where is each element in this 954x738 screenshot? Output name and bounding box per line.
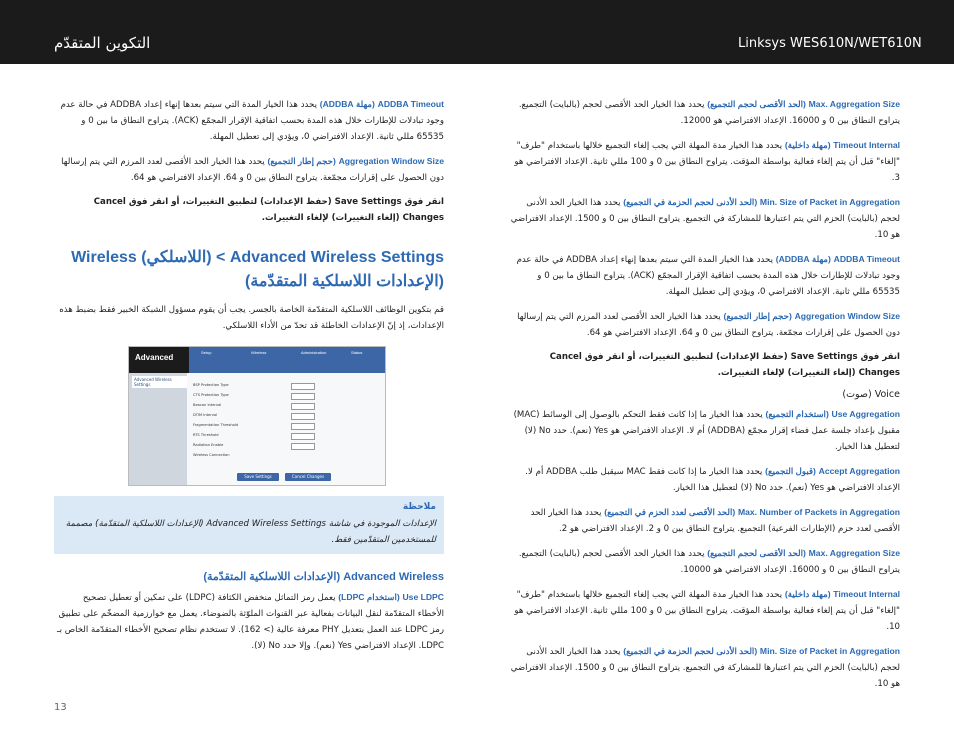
right-item: Aggregation Window Size (حجم إطار التجميع) يحدد هذا الخيار الحد الأقصى لعدد المرزم التي يتم إرسالها دون الحصول على إقرارات مجمّعة. يتراوح النطاق بين 0 و 64. الإعداد الافتراضي هو 64.	[517, 311, 900, 338]
screenshot-tab: Setup	[201, 350, 212, 355]
header-section-title: التكوين المتقدّم	[54, 34, 151, 52]
voice-heading: Voice (صوت)	[842, 389, 900, 400]
screenshot-brand: Advanced	[135, 353, 174, 362]
voice-item: Timeout Internal (مهلة داخلية) يحدد هذا الخيار مدة المهلة التي يجب إلغاء التجميع خلالها باستخدام "طرف" "إلغاء" قبل أن يتم إلغاء فعالية بواسطة المؤقت. يتراوح النطاق بين 0 و 100 مللي ثانية. الإعداد الافتراضي هو 10.	[514, 589, 900, 632]
note-box	[54, 496, 444, 554]
header-product-title: Linksys WES610N/WET610N	[738, 36, 922, 51]
section-title	[54, 246, 444, 294]
screenshot-field	[291, 393, 315, 400]
left-item: انقر فوق Save Settings (حفظ الإعدادات) لتطبيق التغييرات، أو انقر فوق Cancel Changes (إلغاء التغييرات) لإلغاء التغييرات.	[93, 197, 444, 223]
screenshot-tab: Wireless	[251, 350, 267, 355]
left-item: Aggregation Window Size (حجم إطار التجميع) يحدد هذا الخيار الحد الأقصى لعدد المرزم التي يتم إرسالها دون الحصول على إقرارات مجمّعة. يتراوح النطاق بين 0 و 64. الإعداد الافتراضي هو 64.	[61, 156, 444, 183]
screenshot-panel	[187, 373, 385, 485]
section-intro: قم بتكوين الوظائف اللاسلكية المتقدّمة الخاصة بالجسر. يجب أن يقوم مسؤول الشبكة الخبير فقط بضبط هذه الإعدادات، إذ إنّ الإعدادات الخاطئة قد تحدّ من الأداء اللاسلكي.	[59, 305, 444, 331]
screenshot-field	[291, 413, 315, 420]
screenshot-tab: Administration	[301, 350, 327, 355]
screenshot-row-label: CTS Protection Type	[193, 393, 229, 397]
section-title-line1: Advanced Wireless Settings > (اللاسلكي) Wireless	[71, 249, 444, 266]
screenshot-field	[291, 403, 315, 410]
screenshot-row-label: DTIM Interval	[193, 413, 218, 417]
left-item: ADDBA Timeout (مهلة ADDBA) يحدد هذا الخيار المدة التي سيتم بعدها إنهاء إعداد ADDBA في حالة عدم وجود تبادلات للإطارات خلال هذه المدة بحسب اتفاقية الإقرار المجمّع (ACK). يتراوح النطاق ما بين 0 و 65535 مللي ثانية. الإعداد الافتراضي 0، ويؤدي إلى تعطيل المهلة.	[60, 99, 444, 142]
voice-item: Accept Aggregation (قبول التجميع) يحدد هذا الخيار ما إذا كانت فقط MAC سيقبل طلب ADDBA أم لا. الإعداد الافتراضي هو Yes (نعم). حدد No (لا) لتعطيل هذا الخيار.	[525, 466, 900, 493]
screenshot-row-label: Wireless Connection	[193, 453, 230, 457]
voice-item: Max. Aggregation Size (الحد الأقصى لحجم التجميع) يحدد هذا الخيار الحد الأقصى لحجم (بالبايت) التجميع. يتراوح النطاق بين 0 و 16000. الإعداد الافتراضي هو 10000.	[518, 548, 900, 575]
screenshot-field	[291, 443, 315, 450]
screenshot-sidebar	[129, 373, 187, 485]
voice-item: Min. Size of Packet in Aggregation (الحد الأدنى لحجم الحزمة في التجميع) يحدد هذا الخيار الحد الأدنى لحجم (بالبايت) الحزم التي يتم اعتبارها للمشاركة في التجميع. يتراوح النطاق بين 0 و 1500. الإعداد الافتراضي هو 10.	[510, 646, 900, 689]
section-title-line2: (الإعدادات اللاسلكية المتقدّمة)	[245, 273, 444, 290]
left-column	[54, 96, 444, 662]
voice-item: Use Aggregation (استخدام التجميع) يحدد هذا الخيار ما إذا كانت فقط التحكم بالوصول إلى الوسائط (MAC) مقبول بإعداد جلسة عمل فضاء إقرار مجمّع (ADDBA) أم لا. الإعداد الافتراضي هو Yes (نعم). حدد No (لا) لتعطيل هذا الخيار.	[513, 409, 900, 452]
screenshot-field	[291, 383, 315, 390]
right-column	[510, 96, 900, 700]
left-item-ldpc: Use LDPC (استخدام LDPC) يعمل رمز التماثل منخفض الكثافة (LDPC) على تمكين أو تعطيل تصحيح الأخطاء المتقدّمة لنقل البيانات بفعالية عبر القنوات الملوّثة بالضوضاء. يعمل مع خوارزمية المضخّم على تطبيق رمز LDPC عند العمل بتعديل PHY معرفة عالية (> 162). لا تستخدم نظام تصحيح الأخطاء المتقدّمة الخاص بـ LDPC. الإعداد الافتراضي Yes (نعم). وإلا حدد No (لا).	[57, 592, 444, 651]
note-title: ملاحظة	[402, 502, 436, 512]
right-item: ADDBA Timeout (مهلة ADDBA) يحدد هذا الخيار المدة التي سيتم بعدها إنهاء إعداد ADDBA في حالة عدم وجود تبادلات للإطارات خلال هذه المدة بحسب اتفاقية الإقرار المجمّع (ACK). يتراوح النطاق ما بين 0 و 65535 مللي ثانية. الإعداد الافتراضي 0، ويؤدي إلى تعطيل المهلة.	[516, 254, 900, 297]
screenshot-row-label: Beacon Interval	[193, 403, 222, 407]
screenshot-cancel-button: Cancel Changes	[285, 473, 331, 481]
voice-item: Max. Number of Packets in Aggregation (الحد الأقصى لعدد الحزم في التجميع) يحدد هذا الخيار الحد الأقصى لعدد حزم (الإطارات الفرعية) التجميع. يتراوح النطاق بين 0 و 2. الإعداد الافتراضي هو 2.	[530, 507, 900, 534]
screenshot-row-label: BSP Protection Type	[193, 383, 229, 387]
page-header	[0, 0, 954, 64]
page-number: 13	[54, 702, 67, 713]
right-item: Max. Aggregation Size (الحد الأقصى لحجم التجميع) يحدد هذا الخيار الحد الأقصى لحجم (بالبايت) التجميع. يتراوح النطاق بين 0 و 16000. الإعداد الافتراضي هو 12000.	[518, 99, 900, 126]
screenshot-row-label: Fragmentation Threshold	[193, 423, 239, 427]
screenshot-topbar	[129, 347, 385, 373]
screenshot-row-label: Radiation Enable	[193, 443, 224, 447]
screenshot-row-label: RTS Threshold	[193, 433, 219, 437]
right-item: انقر فوق Save Settings (حفظ الإعدادات) لتطبيق التغييرات، أو انقر فوق Cancel Changes (إلغاء التغييرات) لإلغاء التغييرات.	[549, 352, 900, 378]
screenshot-field	[291, 423, 315, 430]
screenshot-field	[291, 433, 315, 440]
screenshot-tab: Status	[351, 350, 363, 355]
right-item: Timeout Internal (مهلة داخلية) يحدد هذا الخيار مدة المهلة التي يجب إلغاء التجميع خلالها باستخدام "طرف" "إلغاء" قبل أن يتم إلغاء فعالية بواسطة المؤقت. يتراوح النطاق بين 0 و 100 مللي ثانية. الإعداد الافتراضي هو 3.	[514, 140, 900, 183]
note-text: الإعدادات الموجودة في شاشة Advanced Wireless Settings (الإعدادات اللاسلكية المتقدّمة) مصممة للمستخدمين المتقدّمين فقط.	[65, 519, 436, 545]
screenshot-sidebar-label: Advanced Wireless Settings	[132, 376, 187, 388]
screenshot-nav	[189, 347, 385, 373]
screenshot-save-button: Save Settings	[237, 473, 279, 481]
settings-screenshot	[128, 346, 386, 486]
right-item: Min. Size of Packet in Aggregation (الحد الأدنى لحجم الحزمة في التجميع) يحدد هذا الخيار الحد الأدنى لحجم (بالبايت) الحزم التي يتم اعتبارها للمشاركة في التجميع. يتراوح النطاق بين 0 و 1500. الإعداد الافتراضي هو 10.	[510, 197, 900, 240]
subsection-title: Advanced Wireless (الإعدادات اللاسلكية المتقدّمة)	[203, 571, 444, 583]
